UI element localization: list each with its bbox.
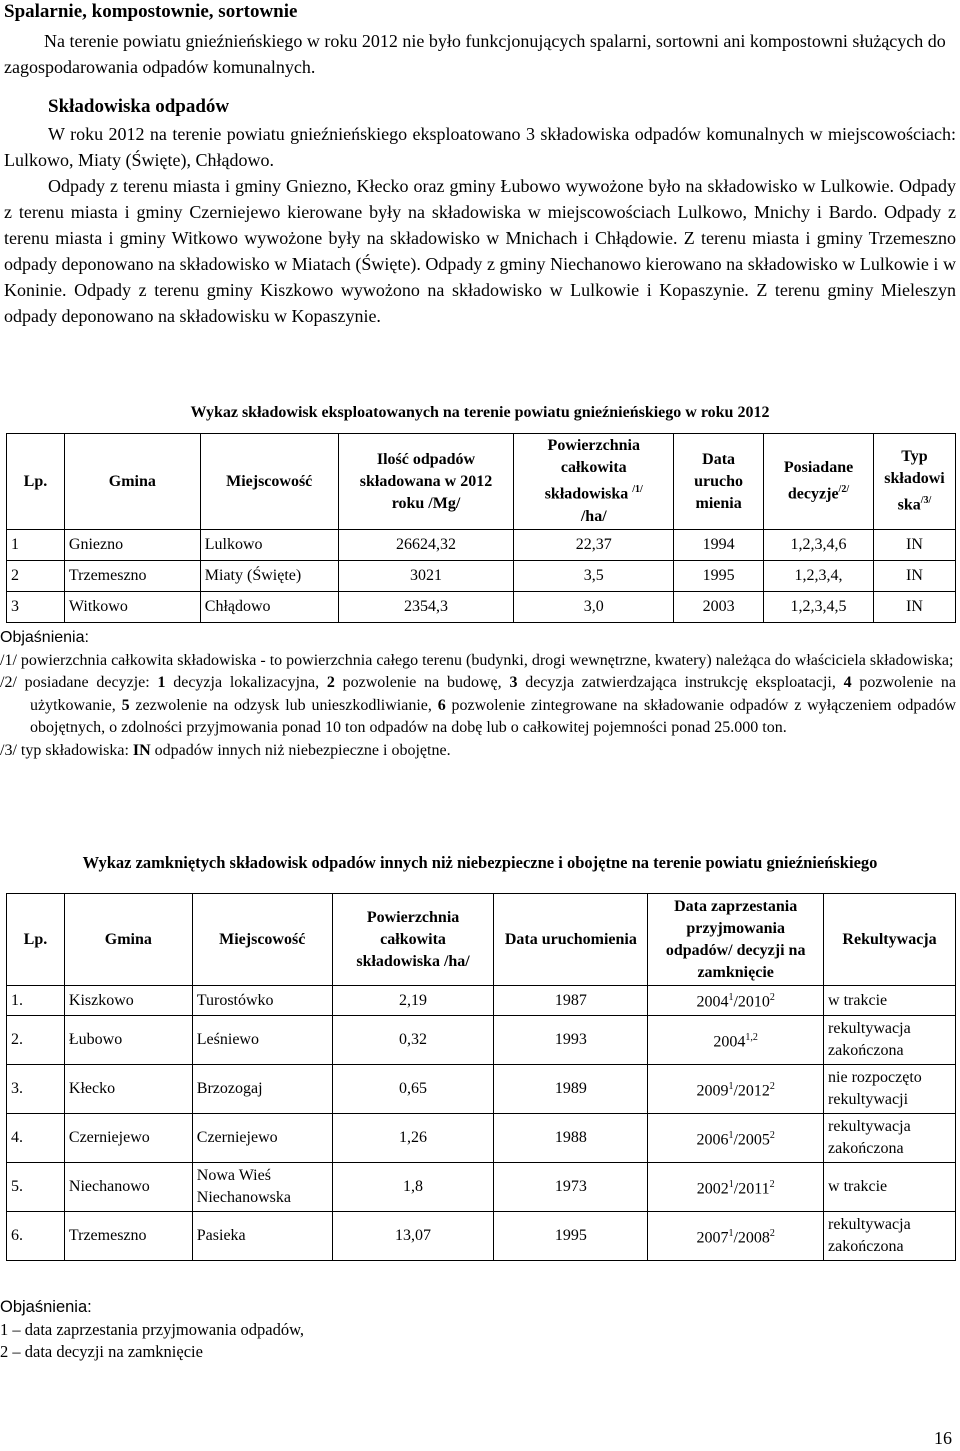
- table2-cell-gmina: Czerniejewo: [64, 1114, 192, 1163]
- closure-date-1: 2002: [696, 1180, 729, 1198]
- table1-cell-decyzje: 1,2,3,4,: [764, 561, 874, 592]
- table1-cell-decyzje: 1,2,3,4,5: [764, 592, 874, 623]
- table1-cell-lp: 3: [7, 592, 65, 623]
- landfills-paragraph-1: W roku 2012 na terenie powiatu gnieźnieńskiego eksploatowano 3 składowiska odpadów komunalnych w miejscowościach: Lulkowo, Miaty (Święte), Chłądowo.: [4, 124, 956, 170]
- table-row: [7, 1114, 956, 1163]
- table2-header-gmina: Gmina: [64, 894, 192, 986]
- table2-cell-lp: 3.: [7, 1065, 65, 1114]
- table2-header-rekultywacja: Rekultywacja: [824, 894, 956, 986]
- table1-cell-powierzchnia: 22,37: [514, 530, 674, 561]
- table1-cell-ilosc: 2354,3: [338, 592, 514, 623]
- closure-sup-2: 2: [769, 1227, 775, 1239]
- note2-prefix: /2/ posiadane decyzje:: [0, 674, 158, 691]
- closure-sep: /: [733, 1082, 738, 1100]
- table1-header-gmina: Gmina: [64, 434, 200, 530]
- table2-cell-miejscowosc: Turostówko: [192, 986, 332, 1016]
- table-row: [7, 530, 956, 561]
- table2-cell-powierzchnia: 0,32: [332, 1016, 494, 1065]
- table-row: [7, 1016, 956, 1065]
- table2-cell-miejscowosc: Nowa Wieś Niechanowska: [192, 1163, 332, 1212]
- table1-cell-gmina: Witkowo: [64, 592, 200, 623]
- table2-header-lp: Lp.: [7, 894, 65, 986]
- table2-cell-lp: 2.: [7, 1016, 65, 1065]
- closure-sup-1: 1: [728, 1178, 734, 1190]
- table2-cell-rekultywacja: rekultywacja zakończona: [824, 1016, 956, 1065]
- closure-date-2: 2012: [737, 1082, 770, 1100]
- closure-sup-2: 2: [769, 1178, 775, 1190]
- table2-cell-data: 1987: [494, 986, 648, 1016]
- table1-note-2: [0, 672, 956, 740]
- table1-header-row: [7, 434, 956, 530]
- table1-header-powierzchnia-unit: /ha/: [580, 507, 607, 525]
- closure-sup-1: 1: [728, 1080, 734, 1092]
- table1-cell-typ: IN: [873, 592, 955, 623]
- closure-date-1: 2007: [696, 1229, 729, 1247]
- table2-cell-gmina: Kiszkowo: [64, 986, 192, 1016]
- table1-cell-lp: 2: [7, 561, 65, 592]
- table1-cell-data: 2003: [674, 592, 764, 623]
- section-title-landfills: Składowiska odpadów: [48, 96, 230, 117]
- note2-num-2: 2: [326, 674, 335, 691]
- closure-date-2: 2011: [738, 1180, 770, 1198]
- closure-sep: /: [733, 1131, 738, 1149]
- closure-date-2: 2005: [737, 1131, 770, 1149]
- table2-cell-gmina: Niechanowo: [64, 1163, 192, 1212]
- table2-note-2: 2 – data decyzji na zamknięcie: [0, 1342, 203, 1361]
- table2-cell-powierzchnia: 1,8: [332, 1163, 494, 1212]
- table1-header-data: Data urucho mienia: [674, 434, 764, 530]
- table2-header-data: Data uruchomienia: [494, 894, 648, 986]
- table1-notes-heading: Objaśnienia:: [0, 629, 89, 646]
- table1-cell-data: 1994: [674, 530, 764, 561]
- closure-sep: /: [733, 993, 738, 1011]
- table1-cell-miejscowosc: Chłądowo: [200, 592, 338, 623]
- table2-cell-powierzchnia: 13,07: [332, 1212, 494, 1261]
- closure-sep: /: [733, 1180, 739, 1198]
- table2-header-zaprzestanie: Data zaprzestania przyjmowania odpadów/ decyzji na zamknięcie: [648, 894, 824, 986]
- closed-landfills-table: [6, 893, 956, 1261]
- table2-cell-gmina: Kłecko: [64, 1065, 192, 1114]
- page-number: 16: [934, 1428, 952, 1448]
- note3-type: IN: [132, 741, 151, 759]
- table2-notes: [0, 1296, 956, 1364]
- table1-cell-decyzje: 1,2,3,4,6: [764, 530, 874, 561]
- table2-cell-gmina: Łubowo: [64, 1016, 192, 1065]
- closure-sup-1: 1,2: [745, 1031, 758, 1043]
- table1-header-powierzchnia: [514, 434, 674, 530]
- table2-cell-data: 1993: [494, 1016, 648, 1065]
- table2-cell-lp: 1.: [7, 986, 65, 1016]
- landfills-paragraph-2: Odpady z terenu miasta i gminy Gniezno, Kłecko oraz gminy Łubowo wywożone było na składowisko w Lulkowie. Odpady z terenu miasta i gminy Czerniejewo kierowane były na składowiska w miejscowościach Lulkowo, Mnichy i Bardo. Odpady z terenu miasta i gminy Witkowo wywożone były na składowisko w Mnichach i Chłądowie. Z terenu miasta i gminy Trzemeszno odpady deponowano na składowisko w Miatach (Święte). Odpady z gminy Niechanowo kierowano na składowisko w Lulkowie i w Koninie. Odpady z terenu gminy Kiszkowo wywożono na składowisko w Lulkowie i Kopaszynie. Z terenu gminy Mieleszyn odpady deponowano na składowisku w Kopaszynie.: [4, 176, 956, 326]
- table1-cell-ilosc: 26624,32: [338, 530, 514, 561]
- table-row: [7, 592, 956, 623]
- table1-header-powierzchnia-label: Powierzchnia całkowita składowiska: [544, 437, 640, 503]
- table1-header-miejscowosc: Miejscowość: [200, 434, 338, 530]
- table1-cell-miejscowosc: Lulkowo: [200, 530, 338, 561]
- table1-header-powierzchnia-sup: /1/: [632, 484, 643, 496]
- table2-cell-lp: 6.: [7, 1212, 65, 1261]
- closure-sup-1: 1: [728, 1227, 734, 1239]
- table2-cell-powierzchnia: 1,26: [332, 1114, 494, 1163]
- table2-cell-rekultywacja: w trakcie: [824, 986, 956, 1016]
- note2-num-5: 5: [121, 696, 130, 714]
- note2-num-3: 3: [509, 674, 518, 691]
- table2-cell-zaprzestanie: [648, 1065, 824, 1114]
- table1-note-1: /1/ powierzchnia całkowita składowiska - to powierzchnia całego terenu (budynki, drogi wewnętrzne, kwatery) należąca do właściciela składowiska;: [0, 651, 954, 669]
- table2-cell-lp: 5.: [7, 1163, 65, 1212]
- closure-date-1: 2004: [696, 993, 729, 1011]
- table1-header-decyzje-label: Posiadane decyzje: [783, 459, 854, 503]
- table-row: [7, 1212, 956, 1261]
- note2-text-3: decyzja zatwierdzająca instrukcję eksploatacji,: [517, 674, 844, 691]
- table2-cell-data: 1989: [494, 1065, 648, 1114]
- table1-notes: [0, 627, 956, 762]
- table2-cell-miejscowosc: Leśniewo: [192, 1016, 332, 1065]
- note2-text-2: pozwolenie na budowę,: [334, 674, 510, 691]
- table2-cell-zaprzestanie: [648, 1016, 824, 1065]
- table2-cell-miejscowosc: Pasieka: [192, 1212, 332, 1261]
- table2-note-1: 1 – data zaprzestania przyjmowania odpadów,: [0, 1319, 305, 1339]
- table1-header-typ: [873, 434, 955, 530]
- table2-header-miejscowosc: Miejscowość: [192, 894, 332, 986]
- note3-text: odpadów innych niż niebezpieczne i obojętne.: [150, 741, 451, 759]
- note2-text-1: decyzja lokalizacyjna,: [165, 674, 327, 691]
- table-row: [7, 561, 956, 592]
- table2-cell-gmina: Trzemeszno: [64, 1212, 192, 1261]
- table1-cell-powierzchnia: 3,0: [514, 592, 674, 623]
- table2-cell-data: 1973: [494, 1163, 648, 1212]
- table2-cell-powierzchnia: 0,65: [332, 1065, 494, 1114]
- table2-cell-zaprzestanie: [648, 986, 824, 1016]
- table1-cell-miejscowosc: Miaty (Święte): [200, 561, 338, 592]
- note2-text-6: pozwolenie zintegrowane na składowanie odpadów z wyłączeniem odpadów obojętnych, o zdolności przyjmowania ponad 10 ton odpadów na dobę lub o całkowitej pojemności ponad 25.000 ton.: [30, 696, 956, 736]
- table1-cell-typ: IN: [873, 530, 955, 561]
- table2-cell-data: 1995: [494, 1212, 648, 1261]
- table1-header-decyzje-sup: /2/: [838, 484, 850, 496]
- table1-note-3: [0, 740, 956, 763]
- table2-cell-lp: 4.: [7, 1114, 65, 1163]
- note2-num-4: 4: [843, 674, 852, 691]
- closure-date-1: 2004: [713, 1033, 746, 1051]
- note2-text-5: zezwolenie na odzysk lub unieszkodliwianie,: [129, 696, 438, 714]
- closure-sup-1: 1: [728, 1129, 734, 1141]
- table1-header-typ-label: Typ składowi ska: [884, 448, 945, 514]
- table1-cell-typ: IN: [873, 561, 955, 592]
- table1-cell-gmina: Gniezno: [64, 530, 200, 561]
- table-row: [7, 1163, 956, 1212]
- table2-cell-miejscowosc: Czerniejewo: [192, 1114, 332, 1163]
- table-row: [7, 986, 956, 1016]
- note2-num-1: 1: [157, 674, 166, 691]
- table2-header-powierzchnia: Powierzchnia całkowita składowiska /ha/: [332, 894, 494, 986]
- closure-date-1: 2006: [696, 1131, 729, 1149]
- table1-cell-ilosc: 3021: [338, 561, 514, 592]
- closure-sup-1: 1: [728, 992, 734, 1004]
- section-title-incinerators: Spalarnie, kompostownie, sortownie: [4, 1, 298, 22]
- table1-cell-gmina: Trzemeszno: [64, 561, 200, 592]
- table2-caption: Wykaz zamkniętych składowisk odpadów innych niż niebezpieczne i obojętne na terenie powiatu gnieźnieńskiego: [82, 853, 878, 872]
- note2-text-4: pozwolenie na użytkowanie,: [30, 674, 957, 714]
- table1-cell-data: 1995: [674, 561, 764, 592]
- section-text-incinerators: Na terenie powiatu gnieźnieńskiego w roku 2012 nie było funkcjonujących spalarni, sortowni ani kompostowni służących do zagospodarowania odpadów komunalnych.: [4, 31, 946, 77]
- table1-caption: Wykaz składowisk eksploatowanych na terenie powiatu gnieźnieńskiego w roku 2012: [190, 404, 770, 421]
- table2-header-row: [7, 894, 956, 986]
- table-row: [7, 1065, 956, 1114]
- table1-header-ilosc: Ilość odpadów składowana w 2012 roku /Mg/: [338, 434, 514, 530]
- table2-cell-rekultywacja: w trakcie: [824, 1163, 956, 1212]
- table2-cell-rekultywacja: rekultywacja zakończona: [824, 1114, 956, 1163]
- table1-cell-lp: 1: [7, 530, 65, 561]
- closure-sup-2: 2: [769, 1080, 775, 1092]
- note2-num-6: 6: [437, 696, 446, 714]
- table2-cell-rekultywacja: rekultywacja zakończona: [824, 1212, 956, 1261]
- table2-cell-rekultywacja: nie rozpoczęto rekultywacji: [824, 1065, 956, 1114]
- closure-sup-2: 2: [769, 1129, 775, 1141]
- closure-sep: /: [733, 1229, 738, 1247]
- table2-cell-powierzchnia: 2,19: [332, 986, 494, 1016]
- table2-cell-zaprzestanie: [648, 1114, 824, 1163]
- closure-date-2: 2008: [737, 1229, 770, 1247]
- table2-cell-zaprzestanie: [648, 1212, 824, 1261]
- note3-prefix: /3/ typ składowiska:: [0, 741, 133, 759]
- table2-cell-data: 1988: [494, 1114, 648, 1163]
- closure-sup-2: 2: [769, 992, 775, 1004]
- table1-cell-powierzchnia: 3,5: [514, 561, 674, 592]
- closure-date-2: 2010: [737, 993, 770, 1011]
- table1-header-decyzje: [764, 434, 874, 530]
- table2-cell-zaprzestanie: [648, 1163, 824, 1212]
- table2-cell-miejscowosc: Brzozogaj: [192, 1065, 332, 1114]
- active-landfills-table: [6, 433, 956, 623]
- table1-header-lp: Lp.: [7, 434, 65, 530]
- section-text-landfills: [4, 121, 956, 329]
- closure-date-1: 2009: [696, 1082, 729, 1100]
- table1-header-typ-sup: /3/: [920, 495, 932, 507]
- table2-notes-heading: Objaśnienia:: [0, 1298, 92, 1316]
